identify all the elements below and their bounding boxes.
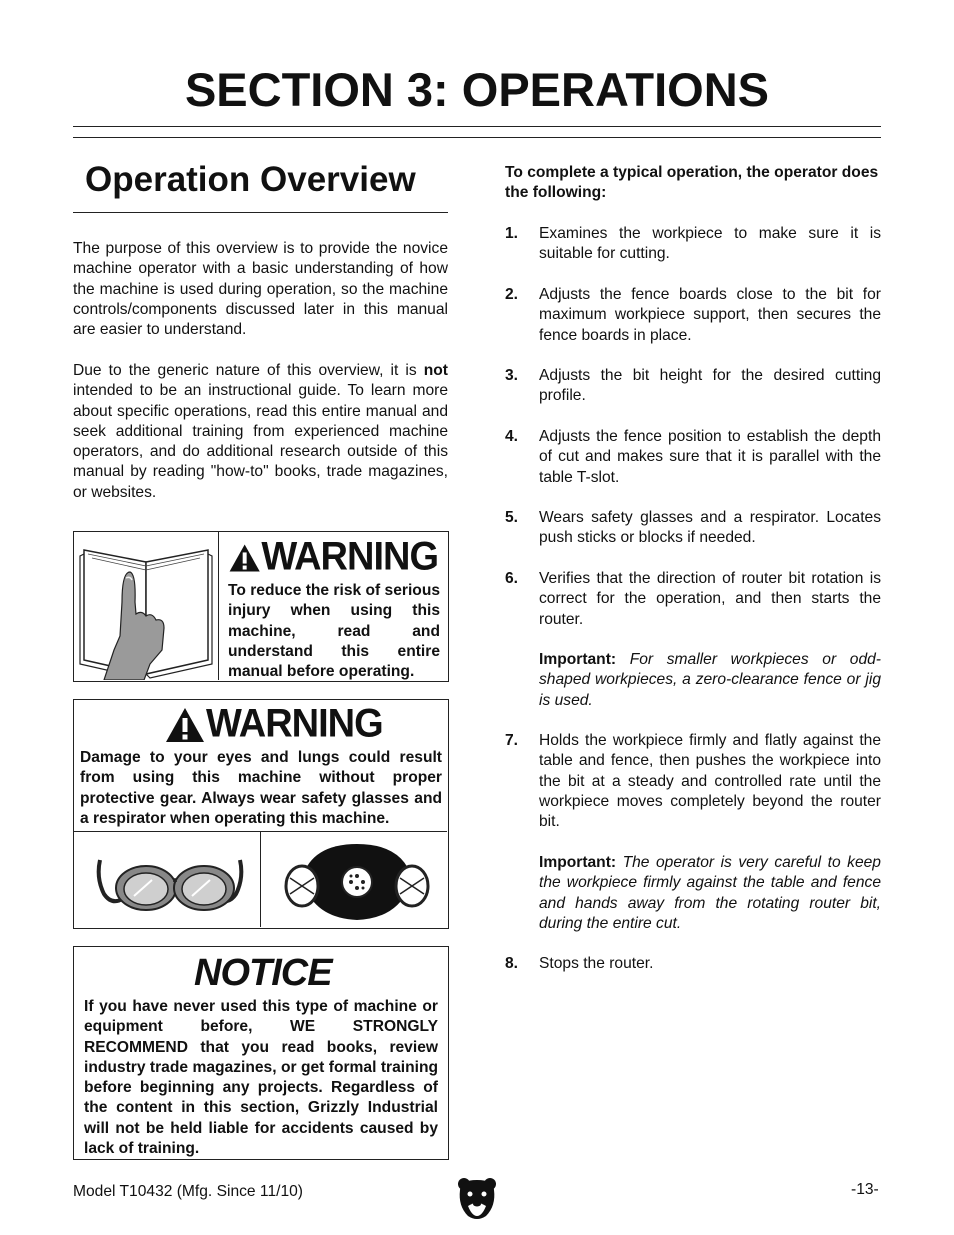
note-text: The operator is very careful to keep the workpiece firmly against the table and fence and hands away from the rotating router bit, during the entire cut. — [539, 854, 881, 932]
step-7-note — [539, 853, 881, 934]
warning-manual-header — [228, 536, 438, 579]
step-text: Holds the workpiece firmly and flatly against the table and fence, then pushes the workpiece into the bit at a steady and controlled rate until the workpiece moves completely beyond the router bit. — [539, 732, 881, 831]
step-5 — [505, 508, 881, 549]
step-2 — [505, 285, 881, 346]
warning-ppe-text: Damage to your eyes and lungs could result from using this machine without proper protective gear. Always wear safety glasses and a respirator when operating this machine. — [80, 749, 442, 827]
step-4 — [505, 427, 881, 488]
step-number: 6. — [505, 570, 519, 587]
step-8 — [505, 954, 881, 974]
warning-manual-text: To reduce the risk of serious injury when using this machine, read and understand this entire manual before operating. — [228, 582, 441, 681]
step-number: 7. — [505, 732, 519, 749]
step-number: 2. — [505, 286, 519, 303]
step-6 — [505, 569, 881, 630]
warning-manual-box — [73, 531, 449, 682]
note-text: For smaller workpieces or odd-shaped workpieces, a zero-clearance fence or jig is used. — [539, 651, 881, 709]
step-1 — [505, 224, 881, 265]
overview-paragraph-2 — [73, 361, 448, 503]
step-text: Wears safety glasses and a respirator. Locates push sticks or blocks if needed. — [539, 509, 881, 547]
warning-ppe-header — [80, 703, 442, 746]
step-text: Adjusts the fence boards close to the bit for maximum workpiece support, then secures the fence boards in place. — [539, 286, 881, 344]
warning-ppe-content — [80, 703, 442, 829]
step-text: Adjusts the bit height for the desired cutting profile. — [539, 367, 881, 405]
note-label: Important: — [539, 651, 617, 668]
step-text: Verifies that the direction of router bit rotation is correct for the operation, and then starts the router. — [539, 570, 881, 628]
title-rule-bottom — [73, 137, 881, 138]
respirator-icon — [272, 838, 442, 924]
step-number: 8. — [505, 955, 519, 972]
step-number: 1. — [505, 225, 519, 242]
warning-ppe-box — [73, 699, 449, 929]
notice-box — [73, 946, 449, 1160]
step-6-note — [539, 650, 881, 711]
manual-reading-icon — [74, 532, 219, 680]
overview-heading-rule — [73, 212, 448, 213]
warning-manual-title: WARNING — [261, 534, 438, 580]
note-label: Important: — [539, 854, 617, 871]
step-number: 5. — [505, 509, 519, 526]
section-title: SECTION 3: OPERATIONS — [184, 63, 770, 116]
procedure-intro: To complete a typical operation, the operator does the following: — [505, 164, 879, 202]
step-7 — [505, 731, 881, 832]
footer-page-number: -13- — [851, 1181, 879, 1198]
notice-title: NOTICE — [194, 952, 332, 994]
step-text: Examines the workpiece to make sure it is suitable for cutting. — [539, 225, 881, 263]
warning-triangle-icon — [164, 705, 206, 745]
para2-prefix: Due to the generic nature of this overview, it is — [73, 362, 424, 379]
footer-model: Model T10432 (Mfg. Since 11/10) — [73, 1183, 303, 1200]
warning-ppe-image-divider — [260, 831, 261, 927]
overview-paragraph-1: The purpose of this overview is to provide the novice machine operator with a basic understanding of how the machine is used during operation, so the machine controls/components discussed later in this manual are easier to understand. — [73, 240, 448, 339]
warning-manual-content — [228, 534, 441, 682]
safety-glasses-icon — [90, 838, 250, 924]
step-text: Stops the router. — [539, 955, 654, 972]
step-number: 3. — [505, 367, 519, 384]
step-3 — [505, 366, 881, 407]
notice-content — [84, 951, 438, 1159]
warning-triangle-icon — [228, 538, 261, 578]
title-rule-top — [73, 126, 881, 127]
para2-bold: not — [423, 362, 448, 379]
warning-ppe-title: WARNING — [206, 701, 383, 747]
grizzly-bear-logo-icon — [456, 1176, 498, 1222]
step-number: 4. — [505, 428, 519, 445]
para2-suffix: intended to be an instructional guide. To learn more about specific operations, read this entire manual and seek additional training from experienced machine operators, and do additional research outside of this manual by reading "how-to" books, trade magazines, or websites. — [73, 382, 448, 501]
step-text: Adjusts the fence position to establish the depth of cut and makes sure that it is parallel with the table T-slot. — [539, 428, 881, 486]
notice-text: If you have never used this type of machine or equipment before, WE STRONGLY RECOMMEND that you read books, review industry trade magazines, or get formal training before beginning any projects. Regardless of the content in this section, Grizzly Industrial will not be held liable for accidents caused by lack of training. — [84, 998, 438, 1158]
overview-heading: Operation Overview — [85, 160, 416, 199]
